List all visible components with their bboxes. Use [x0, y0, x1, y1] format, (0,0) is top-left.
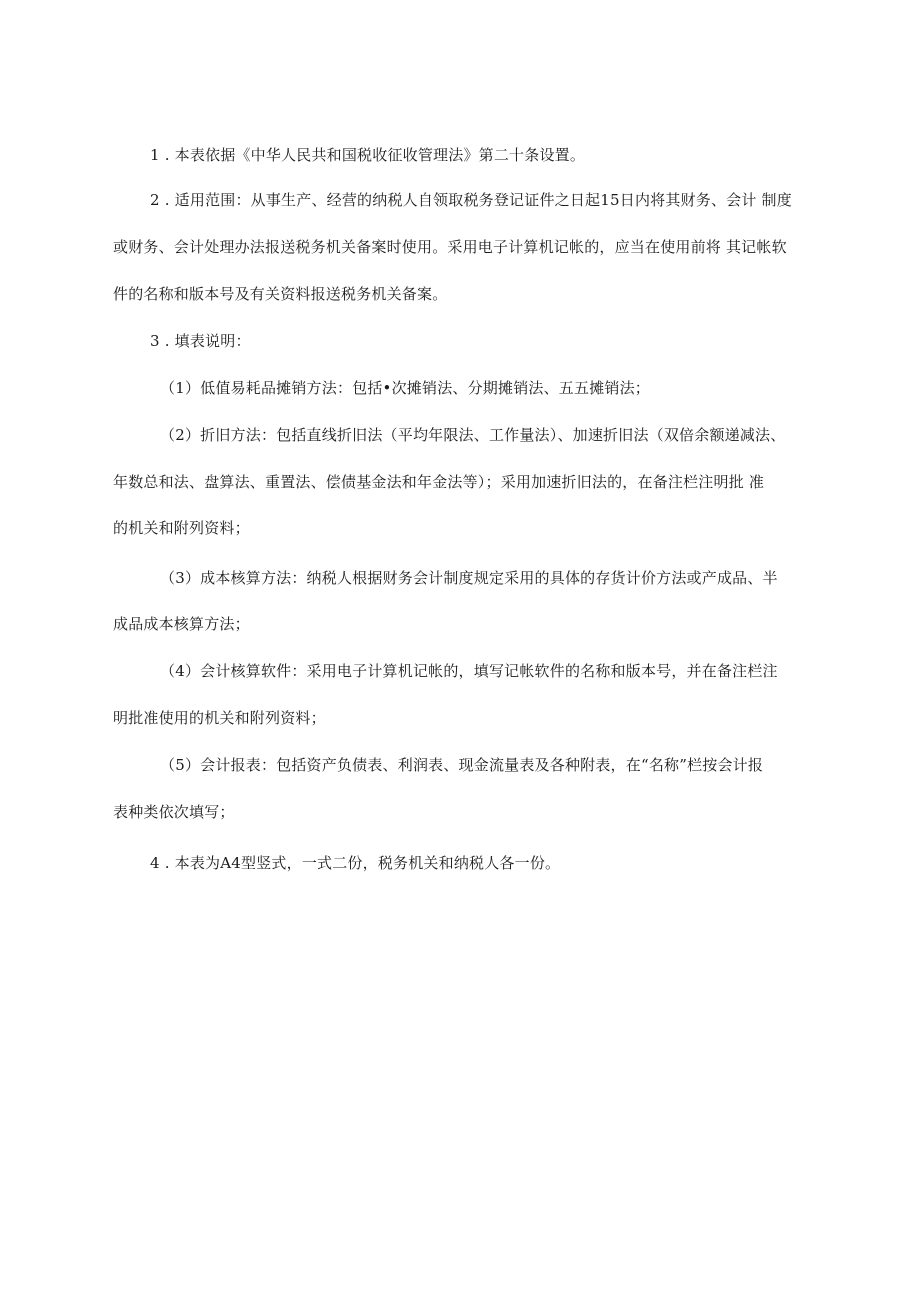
note-sub-5-line-2: 表种类依次填写；: [113, 803, 235, 821]
note-sub-2-line-3: 的机关和附列资料；: [113, 519, 250, 537]
note-sub-2-line-1: （2）折旧方法：包括直线折旧法（平均年限法、工作量法）、加速折旧法（双倍余额递减法、: [160, 426, 786, 444]
note-item-3: 3 . 填表说明：: [150, 332, 251, 350]
note-sub-5-line-1: （5）会计报表：包括资产负债表、利润表、现金流量表及各种附表，在“名称”栏按会计报: [160, 756, 764, 774]
note-sub-3-line-1: （3）成本核算方法：纳税人根据财务会计制度规定采用的具体的存货计价方法或产成品、半: [160, 569, 778, 587]
note-sub-4-line-2: 明批准使用的机关和附列资料；: [113, 709, 326, 727]
note-sub-2-line-2: 年数总和法、盘算法、重置法、偿债基金法和年金法等）；采用加速折旧法的，在备注栏注明批 准: [113, 473, 765, 491]
note-item-2-line-1: 2 . 适用范围：从事生产、经营的纳税人自领取税务登记证件之日起15日内将其财务、会计 制度: [150, 191, 792, 209]
note-item-2-line-3: 件的名称和版本号及有关资料报送税务机关备案。: [113, 285, 448, 303]
note-item-2-line-2: 或财务、会计处理办法报送税务机关备案时使用。采用电子计算机记帐的，应当在使用前将 其记帐软: [113, 238, 787, 256]
note-sub-1: （1）低值易耗品摊销方法：包括•次摊销法、分期摊销法、五五摊销法；: [160, 379, 650, 397]
note-item-1: 1 . 本表依据《中华人民共和国税收征收管理法》第二十条设置。: [150, 146, 586, 164]
note-sub-4-line-1: （4）会计核算软件：采用电子计算机记帐的，填写记帐软件的名称和版本号，并在备注栏注: [160, 662, 778, 680]
note-item-4: 4 . 本表为A4型竖式，一式二份，税务机关和纳税人各一份。: [150, 854, 561, 872]
note-sub-3-line-2: 成品成本核算方法；: [113, 615, 250, 633]
